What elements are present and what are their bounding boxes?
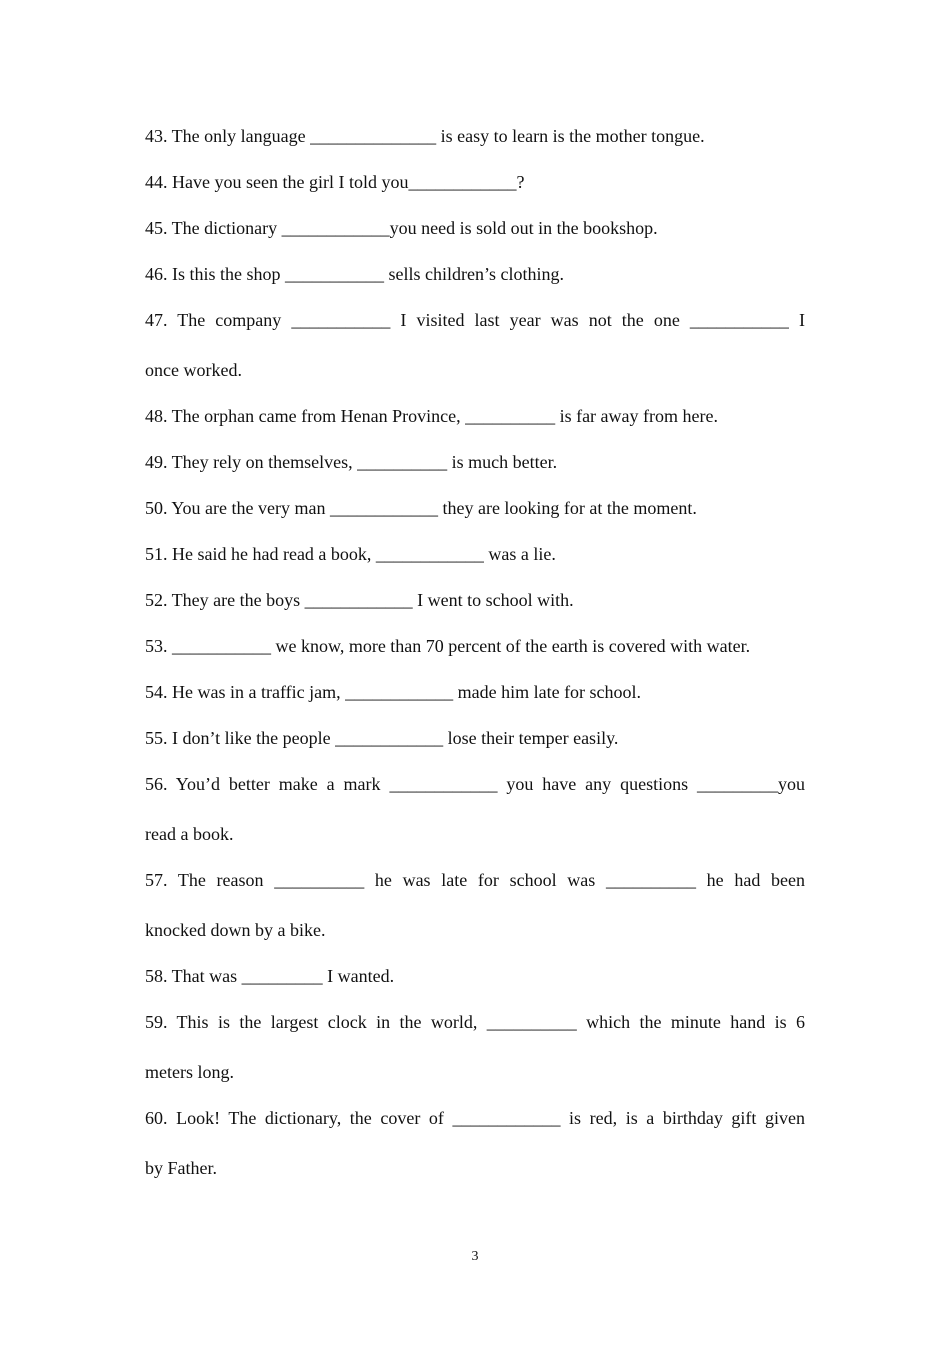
question-57-line-2: knocked down by a bike. [145,920,326,940]
question-53 [145,628,805,674]
question-47 [145,302,805,398]
question-58 [145,958,805,1004]
question-44 [145,164,805,210]
question-60-line-2: by Father. [145,1158,217,1178]
question-47-line-2: once worked. [145,360,242,380]
question-43-line-1: 43. The only language ______________ is easy to learn is the mother tongue. [145,126,705,146]
question-48 [145,398,805,444]
question-49 [145,444,805,490]
question-51-line-1: 51. He said he had read a book, ____________ was a lie. [145,544,556,564]
question-52-line-1: 52. They are the boys ____________ I went to school with. [145,590,574,610]
question-57 [145,862,805,958]
question-47-line-1: 47. The company ___________ I visited last year was not the one ___________ I [145,310,805,330]
question-53-line-1: 53. ___________ we know, more than 70 percent of the earth is covered with water. [145,636,751,656]
question-50-line-1: 50. You are the very man ____________ they are looking for at the moment. [145,498,697,518]
question-list [145,118,805,1196]
question-55 [145,720,805,766]
question-45-line-1: 45. The dictionary ____________you need is sold out in the bookshop. [145,218,658,238]
question-54 [145,674,805,720]
question-59-line-1: 59. This is the largest clock in the world, __________ which the minute hand is 6 [145,1012,805,1032]
question-50 [145,490,805,536]
question-46 [145,256,805,302]
question-60 [145,1100,805,1196]
question-48-line-1: 48. The orphan came from Henan Province, __________ is far away from here. [145,406,718,426]
page-number: 3 [471,1249,479,1264]
question-56 [145,766,805,862]
question-55-line-1: 55. I don’t like the people ____________ lose their temper easily. [145,728,619,748]
question-49-line-1: 49. They rely on themselves, __________ is much better. [145,452,558,472]
question-54-line-1: 54. He was in a traffic jam, ____________ made him late for school. [145,682,642,702]
question-44-line-1: 44. Have you seen the girl I told you____________? [145,172,525,192]
question-59 [145,1004,805,1100]
question-60-line-1: 60. Look! The dictionary, the cover of ____________ is red, is a birthday gift given [145,1108,805,1128]
question-43 [145,118,805,164]
question-46-line-1: 46. Is this the shop ___________ sells children’s clothing. [145,264,564,284]
question-58-line-1: 58. That was _________ I wanted. [145,966,395,986]
question-45 [145,210,805,256]
question-56-line-1: 56. You’d better make a mark ____________ you have any questions _________you [145,774,805,794]
question-51 [145,536,805,582]
question-56-line-2: read a book. [145,824,234,844]
question-52 [145,582,805,628]
question-57-line-1: 57. The reason __________ he was late for school was __________ he had been [145,870,805,890]
question-59-line-2: meters long. [145,1062,234,1082]
